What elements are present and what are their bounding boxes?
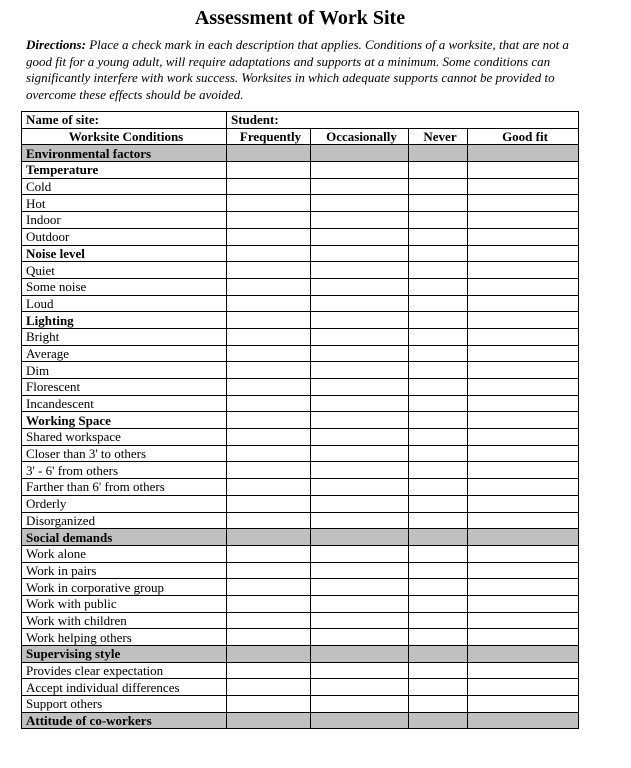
never-cell[interactable] <box>409 679 468 696</box>
frequently-cell[interactable] <box>227 462 311 479</box>
good-fit-cell[interactable] <box>468 295 579 312</box>
good-fit-cell[interactable] <box>468 629 579 646</box>
condition-label: Cold <box>22 178 227 195</box>
frequently-cell[interactable] <box>227 228 311 245</box>
frequently-cell[interactable] <box>227 629 311 646</box>
never-cell <box>409 312 468 329</box>
table-row <box>22 445 579 462</box>
never-cell[interactable] <box>409 696 468 713</box>
occasionally-cell <box>311 312 409 329</box>
occasionally-cell[interactable] <box>311 295 409 312</box>
condition-label: Dim <box>22 362 227 379</box>
good-fit-cell[interactable] <box>468 328 579 345</box>
condition-label: Lighting <box>22 312 227 329</box>
occasionally-cell[interactable] <box>311 495 409 512</box>
frequently-cell[interactable] <box>227 679 311 696</box>
never-cell[interactable] <box>409 379 468 396</box>
good-fit-cell[interactable] <box>468 178 579 195</box>
frequently-cell <box>227 245 311 262</box>
table-row <box>22 295 579 312</box>
never-cell[interactable] <box>409 262 468 279</box>
never-cell[interactable] <box>409 212 468 229</box>
frequently-cell <box>227 145 311 162</box>
occasionally-cell[interactable] <box>311 662 409 679</box>
never-cell[interactable] <box>409 278 468 295</box>
category-row <box>22 145 579 162</box>
occasionally-cell[interactable] <box>311 579 409 596</box>
occasionally-cell[interactable] <box>311 228 409 245</box>
never-cell <box>409 412 468 429</box>
condition-label: Hot <box>22 195 227 212</box>
occasionally-cell[interactable] <box>311 212 409 229</box>
frequently-cell[interactable] <box>227 545 311 562</box>
frequently-cell[interactable] <box>227 512 311 529</box>
category-row <box>22 646 579 663</box>
occasionally-cell[interactable] <box>311 512 409 529</box>
good-fit-cell[interactable] <box>468 512 579 529</box>
occasionally-cell[interactable] <box>311 395 409 412</box>
occasionally-cell <box>311 162 409 179</box>
occasionally-cell <box>311 412 409 429</box>
occasionally-cell[interactable] <box>311 479 409 496</box>
student-field[interactable]: Student: <box>227 112 579 129</box>
occasionally-cell[interactable] <box>311 429 409 446</box>
good-fit-cell[interactable] <box>468 612 579 629</box>
table-row <box>22 696 579 713</box>
col-header-good-fit: Good fit <box>468 128 579 145</box>
occasionally-cell[interactable] <box>311 379 409 396</box>
good-fit-cell[interactable] <box>468 579 579 596</box>
table-row <box>22 228 579 245</box>
category-row <box>22 712 579 729</box>
table-row <box>22 345 579 362</box>
never-cell[interactable] <box>409 362 468 379</box>
table-row <box>22 495 579 512</box>
occasionally-cell[interactable] <box>311 278 409 295</box>
frequently-cell <box>227 412 311 429</box>
good-fit-cell <box>468 245 579 262</box>
condition-label: Attitude of co-workers <box>22 712 227 729</box>
never-cell[interactable] <box>409 562 468 579</box>
condition-label: Work with children <box>22 612 227 629</box>
condition-label: Work in pairs <box>22 562 227 579</box>
occasionally-cell <box>311 712 409 729</box>
occasionally-cell[interactable] <box>311 362 409 379</box>
never-cell[interactable] <box>409 662 468 679</box>
good-fit-cell[interactable] <box>468 278 579 295</box>
frequently-cell[interactable] <box>227 696 311 713</box>
column-header-row <box>22 128 579 145</box>
occasionally-cell <box>311 145 409 162</box>
directions <box>26 37 586 103</box>
never-cell[interactable] <box>409 629 468 646</box>
condition-label: Disorganized <box>22 512 227 529</box>
worksite-table <box>21 111 579 729</box>
table-row <box>22 562 579 579</box>
occasionally-cell[interactable] <box>311 612 409 629</box>
good-fit-cell[interactable] <box>468 362 579 379</box>
frequently-cell[interactable] <box>227 362 311 379</box>
condition-label: Average <box>22 345 227 362</box>
good-fit-cell[interactable] <box>468 545 579 562</box>
frequently-cell[interactable] <box>227 445 311 462</box>
good-fit-cell[interactable] <box>468 562 579 579</box>
never-cell[interactable] <box>409 595 468 612</box>
good-fit-cell[interactable] <box>468 395 579 412</box>
occasionally-cell[interactable] <box>311 595 409 612</box>
good-fit-cell[interactable] <box>468 429 579 446</box>
table-row <box>22 679 579 696</box>
col-header-occasionally: Occasionally <box>311 128 409 145</box>
table-row <box>22 595 579 612</box>
table-row <box>22 212 579 229</box>
frequently-cell[interactable] <box>227 395 311 412</box>
occasionally-cell[interactable] <box>311 195 409 212</box>
occasionally-cell[interactable] <box>311 462 409 479</box>
frequently-cell[interactable] <box>227 345 311 362</box>
good-fit-cell[interactable] <box>468 195 579 212</box>
never-cell[interactable] <box>409 178 468 195</box>
condition-label: Environmental factors <box>22 145 227 162</box>
frequently-cell[interactable] <box>227 579 311 596</box>
never-cell[interactable] <box>409 545 468 562</box>
frequently-cell[interactable] <box>227 195 311 212</box>
frequently-cell <box>227 712 311 729</box>
good-fit-cell[interactable] <box>468 662 579 679</box>
site-name-field[interactable]: Name of site: <box>22 112 227 129</box>
frequently-cell[interactable] <box>227 212 311 229</box>
condition-label: Supervising style <box>22 646 227 663</box>
directions-text: Place a check mark in each description that applies. Conditions of a worksite, that are not a good fit for a young adult, will require adaptations and supports at a minimum. Some conditions can significantly interfere with work success. Worksites in which adequate supports cannot be provided to overcome these effects should be avoided. <box>26 37 569 102</box>
never-cell[interactable] <box>409 328 468 345</box>
col-header-conditions: Worksite Conditions <box>22 128 227 145</box>
never-cell <box>409 145 468 162</box>
condition-label: Closer than 3' to others <box>22 445 227 462</box>
never-cell[interactable] <box>409 445 468 462</box>
occasionally-cell[interactable] <box>311 679 409 696</box>
occasionally-cell[interactable] <box>311 562 409 579</box>
table-row <box>22 512 579 529</box>
condition-label: Florescent <box>22 379 227 396</box>
occasionally-cell <box>311 646 409 663</box>
subcategory-row <box>22 312 579 329</box>
good-fit-cell[interactable] <box>468 495 579 512</box>
never-cell[interactable] <box>409 195 468 212</box>
condition-label: Orderly <box>22 495 227 512</box>
condition-label: Some noise <box>22 278 227 295</box>
never-cell[interactable] <box>409 512 468 529</box>
never-cell <box>409 646 468 663</box>
category-row <box>22 529 579 546</box>
table-row <box>22 362 579 379</box>
frequently-cell <box>227 162 311 179</box>
good-fit-cell[interactable] <box>468 679 579 696</box>
condition-label: Work in corporative group <box>22 579 227 596</box>
frequently-cell[interactable] <box>227 612 311 629</box>
good-fit-cell[interactable] <box>468 445 579 462</box>
table-row <box>22 429 579 446</box>
occasionally-cell[interactable] <box>311 696 409 713</box>
table-row <box>22 195 579 212</box>
table-row <box>22 328 579 345</box>
condition-label: 3' - 6' from others <box>22 462 227 479</box>
occasionally-cell[interactable] <box>311 445 409 462</box>
frequently-cell[interactable] <box>227 278 311 295</box>
condition-label: Indoor <box>22 212 227 229</box>
page-title: Assessment of Work Site <box>194 7 406 29</box>
frequently-cell[interactable] <box>227 595 311 612</box>
frequently-cell[interactable] <box>227 662 311 679</box>
never-cell[interactable] <box>409 579 468 596</box>
condition-label: Bright <box>22 328 227 345</box>
frequently-cell <box>227 312 311 329</box>
table-row <box>22 662 579 679</box>
never-cell[interactable] <box>409 395 468 412</box>
good-fit-cell[interactable] <box>468 696 579 713</box>
condition-label: Provides clear expectation <box>22 662 227 679</box>
never-cell[interactable] <box>409 495 468 512</box>
table-row <box>22 462 579 479</box>
col-header-frequently: Frequently <box>227 128 311 145</box>
frequently-cell[interactable] <box>227 479 311 496</box>
condition-label: Incandescent <box>22 395 227 412</box>
good-fit-cell[interactable] <box>468 212 579 229</box>
never-cell <box>409 162 468 179</box>
good-fit-cell[interactable] <box>468 479 579 496</box>
table-row <box>22 262 579 279</box>
condition-label: Shared workspace <box>22 429 227 446</box>
condition-label: Work helping others <box>22 629 227 646</box>
table-row <box>22 579 579 596</box>
occasionally-cell[interactable] <box>311 629 409 646</box>
subcategory-row <box>22 162 579 179</box>
occasionally-cell <box>311 245 409 262</box>
frequently-cell[interactable] <box>227 379 311 396</box>
header-row <box>22 112 579 129</box>
good-fit-cell[interactable] <box>468 345 579 362</box>
never-cell <box>409 245 468 262</box>
frequently-cell[interactable] <box>227 295 311 312</box>
frequently-cell[interactable] <box>227 562 311 579</box>
good-fit-cell <box>468 412 579 429</box>
condition-label: Social demands <box>22 529 227 546</box>
condition-label: Work with public <box>22 595 227 612</box>
condition-label: Farther than 6' from others <box>22 479 227 496</box>
subcategory-row <box>22 412 579 429</box>
condition-label: Noise level <box>22 245 227 262</box>
never-cell <box>409 529 468 546</box>
condition-label: Support others <box>22 696 227 713</box>
occasionally-cell[interactable] <box>311 345 409 362</box>
directions-label: Directions: <box>26 37 86 52</box>
good-fit-cell <box>468 529 579 546</box>
table-row <box>22 612 579 629</box>
never-cell[interactable] <box>409 228 468 245</box>
condition-label: Loud <box>22 295 227 312</box>
table-row <box>22 395 579 412</box>
condition-label: Quiet <box>22 262 227 279</box>
table-row <box>22 629 579 646</box>
table-row <box>22 479 579 496</box>
never-cell[interactable] <box>409 429 468 446</box>
condition-label: Temperature <box>22 162 227 179</box>
frequently-cell <box>227 646 311 663</box>
table-row <box>22 545 579 562</box>
good-fit-cell <box>468 162 579 179</box>
col-header-never: Never <box>409 128 468 145</box>
frequently-cell[interactable] <box>227 429 311 446</box>
condition-label: Outdoor <box>22 228 227 245</box>
good-fit-cell <box>468 145 579 162</box>
subcategory-row <box>22 245 579 262</box>
occasionally-cell[interactable] <box>311 262 409 279</box>
frequently-cell[interactable] <box>227 262 311 279</box>
condition-label: Work alone <box>22 545 227 562</box>
never-cell[interactable] <box>409 295 468 312</box>
good-fit-cell[interactable] <box>468 379 579 396</box>
good-fit-cell <box>468 646 579 663</box>
never-cell <box>409 712 468 729</box>
condition-label: Working Space <box>22 412 227 429</box>
good-fit-cell[interactable] <box>468 262 579 279</box>
never-cell[interactable] <box>409 612 468 629</box>
frequently-cell[interactable] <box>227 495 311 512</box>
good-fit-cell[interactable] <box>468 228 579 245</box>
good-fit-cell <box>468 312 579 329</box>
occasionally-cell[interactable] <box>311 178 409 195</box>
frequently-cell <box>227 529 311 546</box>
never-cell[interactable] <box>409 345 468 362</box>
never-cell[interactable] <box>409 462 468 479</box>
never-cell[interactable] <box>409 479 468 496</box>
good-fit-cell[interactable] <box>468 462 579 479</box>
good-fit-cell[interactable] <box>468 595 579 612</box>
occasionally-cell <box>311 529 409 546</box>
frequently-cell[interactable] <box>227 178 311 195</box>
occasionally-cell[interactable] <box>311 545 409 562</box>
table-row <box>22 278 579 295</box>
frequently-cell[interactable] <box>227 328 311 345</box>
good-fit-cell <box>468 712 579 729</box>
occasionally-cell[interactable] <box>311 328 409 345</box>
table-row <box>22 178 579 195</box>
condition-label: Accept individual differences <box>22 679 227 696</box>
table-row <box>22 379 579 396</box>
